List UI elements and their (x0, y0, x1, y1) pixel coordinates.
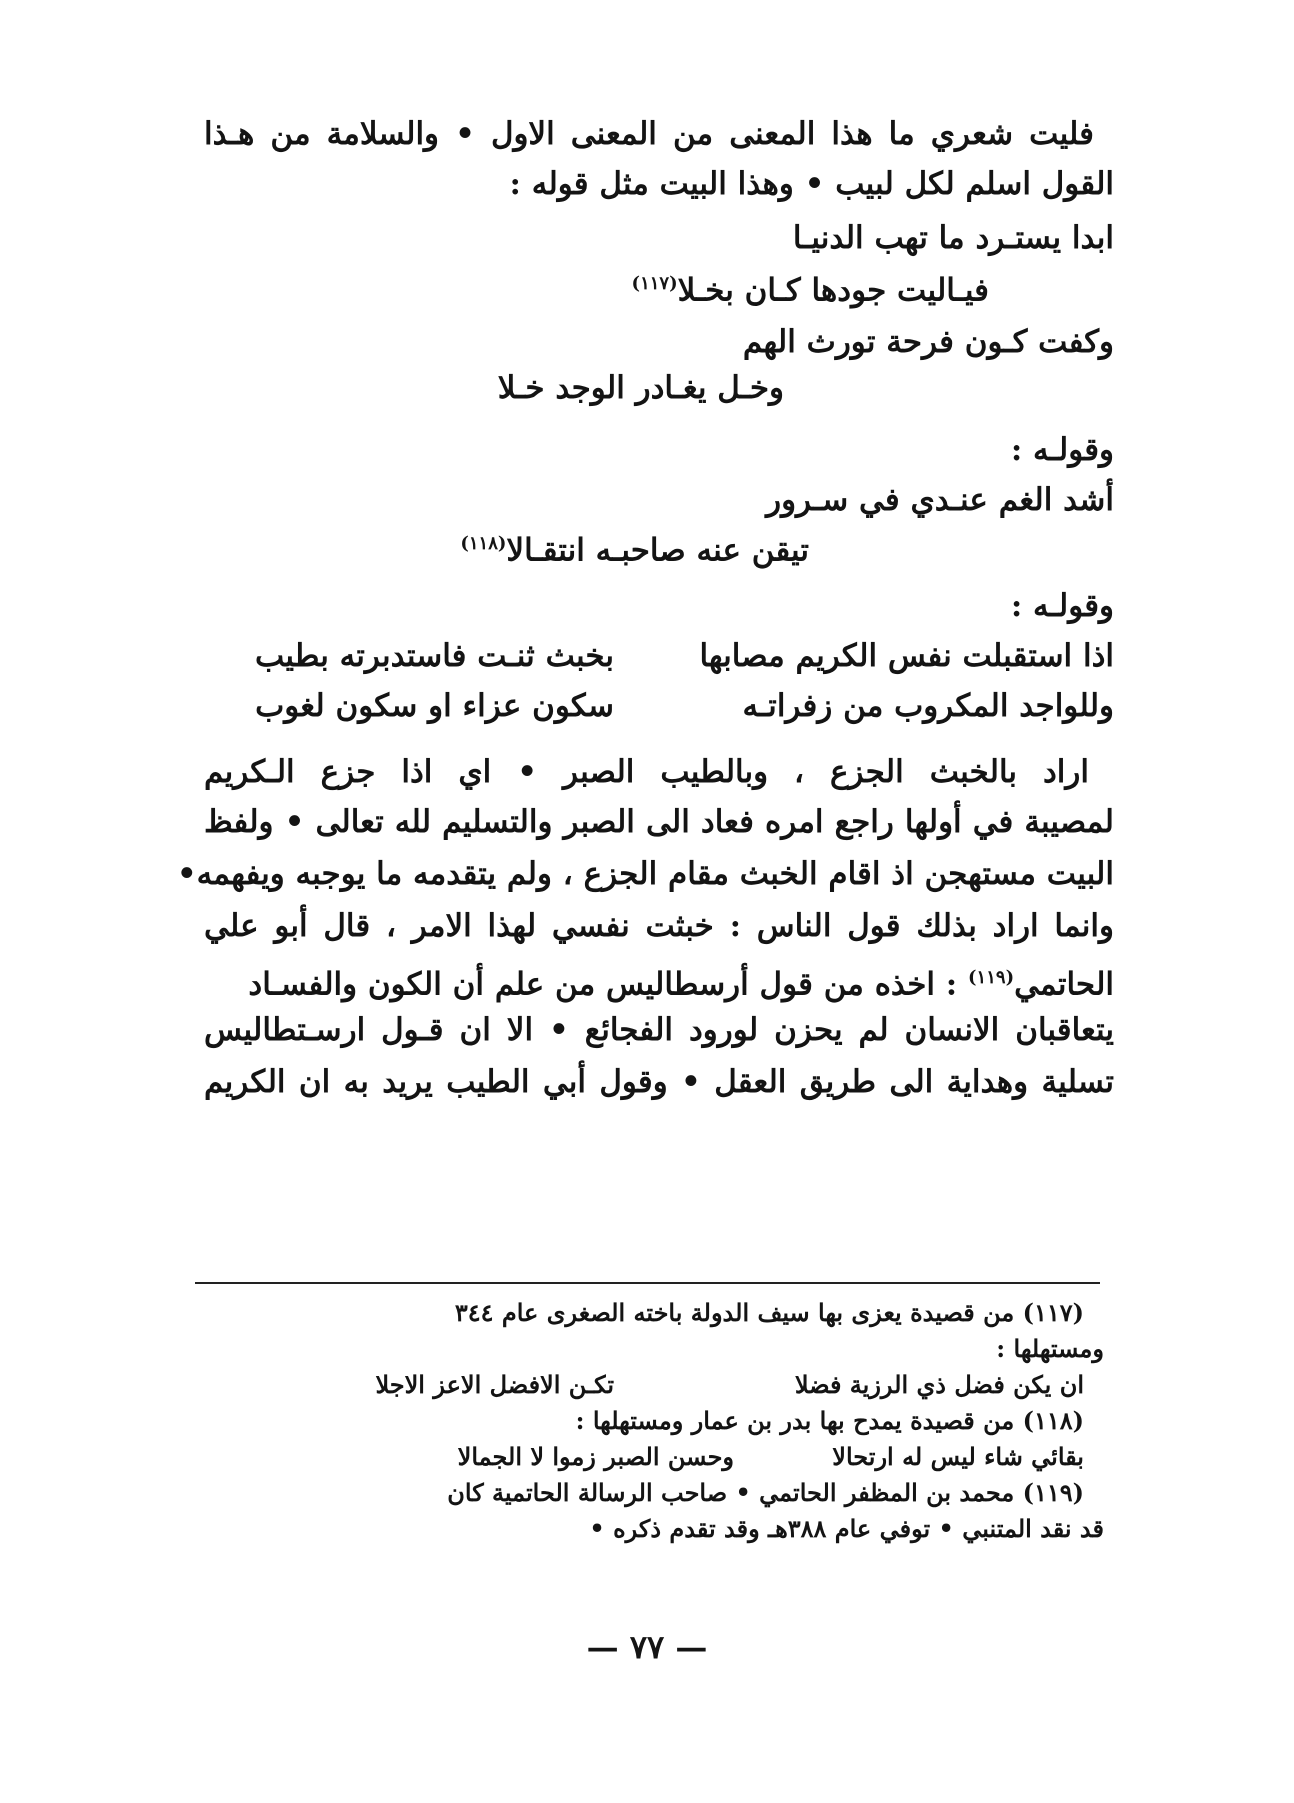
paragraph-line: البيت مستهجن اذ اقام الخبث مقام الجزع ، ولم يتقدمه ما يوجبه ويفهمه• (176, 856, 1114, 892)
footnote-117: (١١٧) من قصيدة يعزى بها سيف الدولة باخته الصغرى عام ٣٤٤ (454, 1298, 1084, 1327)
footnote-119-line: قد نقد المتنبي • توفي عام ٣٨٨هـ وقد تقدم ذكره • (589, 1514, 1104, 1543)
paragraph-line (204, 956, 1114, 1006)
footnote-119: (١١٩) محمد بن المظفر الحاتمي • صاحب الرسالة الحاتمية كان (447, 1478, 1084, 1507)
page-number: — ٧٧ — (586, 1628, 708, 1666)
footnote-118: (١١٨) من قصيدة يمدح بها بدر بن عمار ومستهلها : (575, 1406, 1084, 1435)
paragraph-line: القول اسلم لكل لبيب • وهذا البيت مثل قوله : (509, 166, 1114, 202)
paragraph-text: : اخذه من قول أرسطاليس من علم أن الكون والفسـاد (248, 966, 958, 1003)
footnote-verse-left: وحسن الصبر زموا لا الجمالا (457, 1442, 734, 1471)
verse-hemistich-right: وللواجد المكروب من زفراتـه (742, 688, 1114, 724)
verse-hemistich (460, 522, 809, 572)
footnote-marker: (١١٧) (631, 273, 678, 294)
footnote-verse-right: بقائي شاء ليس له ارتحالا (832, 1442, 1084, 1471)
footnote-verse-left: تكـن الافضل الاعز الاجلا (375, 1370, 614, 1399)
verse-hemistich (632, 262, 989, 312)
section-label: وقولـه : (1010, 588, 1114, 624)
verse-hemistich-left: بخبث ثنـت فاستدبرته بطيب (254, 638, 614, 674)
paragraph-line: اراد بالخبث الجزع ، وبالطيب الصبر • اي اذا جزع الـكريم (204, 754, 1089, 790)
verse-hemistich: أشد الغم عنـدي في سـرور (766, 482, 1114, 518)
paragraph-line: لمصيبة في أولها راجع امره فعاد الى الصبر والتسليم لله تعالى • ولفظ (204, 804, 1114, 840)
footnote-divider (195, 1282, 1100, 1284)
verse-text: تيقن عنه صاحبـه انتقـالا (506, 532, 809, 569)
verse-hemistich-left: سكون عزاء او سكون لغوب (255, 688, 614, 724)
verse-text: فيـاليت جودها كـان بخـلا (677, 272, 989, 309)
paragraph-line: يتعاقبان الانسان لم يحزن لورود الفجائع • الا ان قـول ارسـتطاليس (204, 1012, 1114, 1048)
footnote-marker: (١١٨) (460, 533, 507, 554)
footnote-117-line: ومستهلها : (996, 1334, 1104, 1363)
paragraph-line: تسلية وهداية الى طريق العقل • وقول أبي الطيب يريد به ان الكريم (204, 1064, 1114, 1100)
paragraph-line: وانما اراد بذلك قول الناس : خبثت نفسي لهذا الامر ، قال أبو علي (204, 908, 1114, 944)
paragraph-line: فليت شعري ما هذا المعنى من المعنى الاول • والسلامة من هـذا (204, 116, 1095, 152)
paragraph-text: الحاتمي (1014, 966, 1114, 1003)
verse-hemistich-right: اذا استقبلت نفس الكريم مصابها (699, 638, 1114, 674)
footnote-marker: (١١٩) (968, 967, 1015, 988)
section-label: وقولـه : (1010, 432, 1114, 468)
verse-hemistich: وكفت كـون فرحة تورث الهم (742, 324, 1114, 360)
verse-hemistich: ابدا يستـرد ما تهب الدنيـا (792, 220, 1114, 256)
footnote-verse-right: ان يكن فضل ذي الرزية فضلا (794, 1370, 1084, 1399)
verse-hemistich: وخـل يغـادر الوجد خـلا (497, 370, 784, 406)
